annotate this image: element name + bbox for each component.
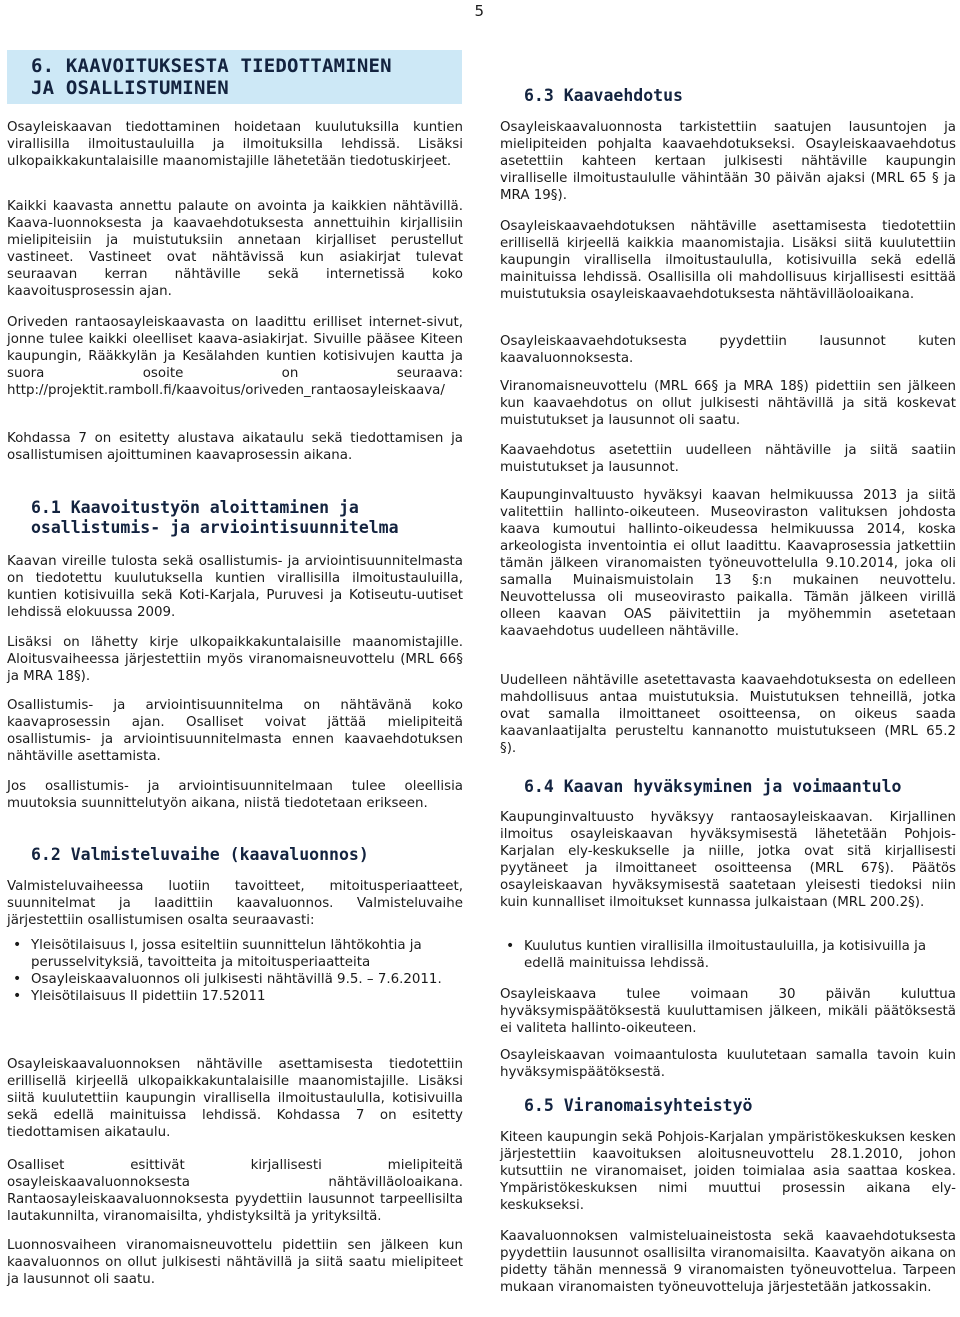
right-p11: Kiteen kaupungin sekä Pohjois-Karjalan ympäristökeskuksen kesken järjestettiin kaavoituksen aloitusneuvottelu 28.1.2010, johon kutsuttiin ne viranomaiset, joiden toimialaa asia saattaa koskea. Ympäristökeskuksen nimi muuttui prosessin aikana ely-keskukseksi. (500, 1130, 956, 1213)
left-p5: Kaavan vireille tulosta sekä osallistumis- ja arviointisuunnitelmasta on tiedotettu kuulutuksella kuntien virallisilla ilmoitustauluilla, kuntien kotisivuilla sekä Koti-Karjala, Puruvesi ja Kotiseutu-uutiset lehdissä elokuussa 2009. (7, 554, 463, 620)
list-item: • Osayleiskaavaluonnos oli julkisesti nähtävillä 9.5. – 7.6.2011. (7, 971, 463, 988)
right-p10: Osayleiskaavan voimaantulosta kuulutetaan samalla tavoin kuin hyväksymispäätöksestä. (500, 1048, 956, 1080)
left-p9: Valmisteluvaiheessa luotiin tavoitteet, mitoitusperiaatteet, suunnitelmat ja laadittiin kaavaluonnos. Valmisteluvaihe järjestettiin osallistumisen osalta seuraavasti: (7, 879, 463, 928)
left-p10: Osayleiskaavaluonnoksen nähtäville asettamisesta tiedotettiin erillisellä kirjeellä ulkopaikkakuntalaisille maanomistajille. Lisäksi siitä kuulutettiin kaupungin virallisella ilmoitustaululla, kotisivuilla sekä edellä mainituissa lehdissä. Kohdassa 7 on esitetty tiedottamisen aikataulu. (7, 1057, 463, 1140)
left-p2: Kaikki kaavasta annettu palaute on avointa ja kaikkien nähtävillä. Kaava-luonnoksesta ja kaavaehdotuksesta annettuihin kirjallisiin mielipiteisiin ja muistutuksiin annetaan kirjalliset perustellut vastineet. Vastineet ovat nähtävissä kun asiakirjat tulevat seuraavan kerran nähtäville sekä internetissä koko kaavoitusprosessin ajan. (7, 199, 463, 299)
right-p7: Uudelleen nähtäville asetettavasta kaavaehdotuksesta on edelleen mahdollisuus antaa muistutuksia. Muistutuksen tehneillä, jotka ovat samalla ilmoittaneet osoitteensa, on oikeus saada kaavanlaatijalta perusteltu kannanotto muistutukseen (MRL 65.2 §). (500, 673, 956, 756)
right-bullet-list (500, 938, 956, 972)
left-p1: Osayleiskaavan tiedottaminen hoidetaan kuulutuksilla kuntien virallisilla ilmoitustauluilla ja ilmoituksilla lehdissä. Lisäksi ulkopaikkakuntalaisille maanomistajille lähetetään tiedotuskirjeet. (7, 120, 463, 169)
right-p1: Osayleiskaavaluonnosta tarkistettiin saatujen lausuntojen ja mielipiteiden pohjalta kaavaehdotukseksi. Osayleiskaavaehdotus asetettiin kahteen kertaan julkisesti nähtäville kaupungin viralliselle ilmoitustaululle vähintään 30 päivän ajaksi (MRL 65 § ja MRA 19§). (500, 120, 956, 203)
heading-6-2: 6.2 Valmisteluvaihe (kaavaluonnos) (31, 845, 369, 864)
right-p6: Kaupunginvaltuusto hyväksyi kaavan helmikuussa 2013 ja siitä valitettiin hallinto-oikeuteen. Museoviraston valituksen johdosta kaava kumoutui hallinto-oikeudessa helmikuussa 2014, koska arkeologista inventointia ei ollut laadittu. Kaavaprosessia jatkettiin tämän jälkeen viranomaisten työneuvottelulla 9.10.2014, joka oli samalla Muinaismuistolain 13 §:n mukainen neuvottelu. Neuvottelussa oli museovirasto paikalla. Tämän jälkeen virillä olleen kaavan OAS päivitettiin ja myöhemmin asetetaan kaavaehdotus uudelleen nähtäville. (500, 488, 956, 639)
left-p3: Oriveden rantaosayleiskaavasta on laadittu erilliset internet-sivut, jonne tulee kaikki oleelliset kaava-asiakirjat. Sivuille pääsee Kiteen kaupungin, Rääkkylän ja Kesälahden kuntien kotisivujen kautta ja suora osoite on seuraava: http://projektit.ramboll.fi/kaavoitus/oriveden_rantaosayleiskaava/ (7, 315, 463, 398)
right-p3: Osayleiskaavaehdotuksesta pyydettiin lausunnot kuten kaavaluonnoksesta. (500, 334, 956, 366)
list-item: • Yleisötilaisuus I, jossa esiteltiin suunnittelun lähtökohtia ja perusselvityksiä, tavoitteita ja mitoitusperiaatteita (7, 937, 463, 971)
left-p12: Luonnosvaiheen viranomaisneuvottelu pidettiin sen jälkeen kun kaavaluonnos on ollut julkisesti nähtävillä ja siitä saatu mielipiteet ja lausunnot oli saatu. (7, 1238, 463, 1287)
page-number: 5 (474, 2, 484, 20)
right-p2: Osayleiskaavaehdotuksen nähtäville asettamisesta tiedotettiin erillisellä kirjeellä kaikkia maanomistajia. Lisäksi siitä kuulutettiin kaupungin virallisella ilmoitustaululla, kotisivuilla sekä edellä mainituissa lehdissä. Osallisilla oli mahdollisuus kirjallisesti esittää muistutuksia osayleiskaavaehdotuksesta nähtävilläoloaikana. (500, 219, 956, 302)
list-item: • Yleisötilaisuus II pidettiin 17.52011 (7, 988, 463, 1005)
heading-6-1: 6.1 Kaavoitustyön aloittaminen ja osallistumis- ja arviointisuunnitelma (31, 498, 399, 537)
right-p5: Kaavaehdotus asetettiin uudelleen nähtäville ja siitä saatiin muistutukset ja lausunnot. (500, 443, 956, 475)
left-p4: Kohdassa 7 on esitetty alustava aikataulu sekä tiedottamisen ja osallistumisen ajoittuminen kaavaprosessin aikana. (7, 431, 463, 463)
chapter-title: 6. KAAVOITUKSESTA TIEDOTTAMINEN JA OSALLISTUMINEN (31, 55, 392, 99)
right-p12: Kaavaluonnoksen valmisteluaineistosta sekä kaavaehdotuksesta pyydettiin lausunnot osallisilta viranomaisilta. Kaavatyön aikana on pidetty tähän mennessä 9 viranomaisten työneuvottelua. Tarpeen mukaan viranomaisten työneuvotteluja järjestetään jatkossakin. (500, 1229, 956, 1295)
left-p11: Osalliset esittivät kirjallisesti mielipiteitä osayleiskaavaluonnoksesta nähtävilläoloaikana. Rantaosayleiskaavaluonnoksesta pyydettiin lausunnot tarpeellisilta lautakunnilta, viranomaisilta, yhdistyksiltä ja yrityksiltä. (7, 1158, 463, 1224)
right-p4: Viranomaisneuvottelu (MRL 66§ ja MRA 18§) pidettiin sen jälkeen kun kaavaehdotus on ollut julkisesti nähtävillä ja sitä koskevat muistutukset ja lausunnot oli saatu. (500, 379, 956, 428)
heading-6-4: 6.4 Kaavan hyväksyminen ja voimaantulo (524, 777, 902, 796)
left-p8: Jos osallistumis- ja arviointisuunnitelmaan tulee oleellisia muutoksia suunnittelutyön aikana, niistä tiedotetaan erikseen. (7, 779, 463, 811)
left-p7: Osallistumis- ja arviointisuunnitelma on nähtävänä koko kaavaprosessin ajan. Osalliset voivat jättää mielipiteitä osallistumis- ja arviointisuunnitelmasta ennen kaavaehdotuksen nähtäville asettamista. (7, 698, 463, 764)
list-item: • Kuulutus kuntien virallisilla ilmoitustauluilla, ja kotisivuilla ja edellä mainituissa lehdissä. (500, 938, 956, 972)
left-p6: Lisäksi on lähetty kirje ulkopaikkakuntalaisille maanomistajille. Aloitusvaiheessa järjestettiin myös viranomaisneuvottelu (MRL 66§ ja MRA 18§). (7, 635, 463, 684)
right-p8: Kaupunginvaltuusto hyväksyy rantaosayleiskaavan. Kirjallinen ilmoitus osayleiskaavan hyväksymisestä lähetetään Pohjois-Karjalan ely-keskukselle ja niille, jotka ovat sitä kirjallisesti pyytäneet ja ilmoittaneet osoitteensa (MRL 67§). Päätös osayleiskaavan hyväksymisestä saatetaan yleisesti tiedoksi niin kuin kunnalliset ilmoitukset kunnassa julkaistaan (MRL 200.2§). (500, 810, 956, 910)
right-p9: Osayleiskaava tulee voimaan 30 päivän kuluttua hyväksymispäätöksestä kuuluttamisen jälkeen, mikäli päätöksestä ei valiteta hallinto-oikeuteen. (500, 987, 956, 1036)
heading-6-5: 6.5 Viranomaisyhteistyö (524, 1096, 753, 1115)
left-bullet-list (7, 937, 463, 1005)
heading-6-3: 6.3 Kaavaehdotus (524, 86, 683, 105)
